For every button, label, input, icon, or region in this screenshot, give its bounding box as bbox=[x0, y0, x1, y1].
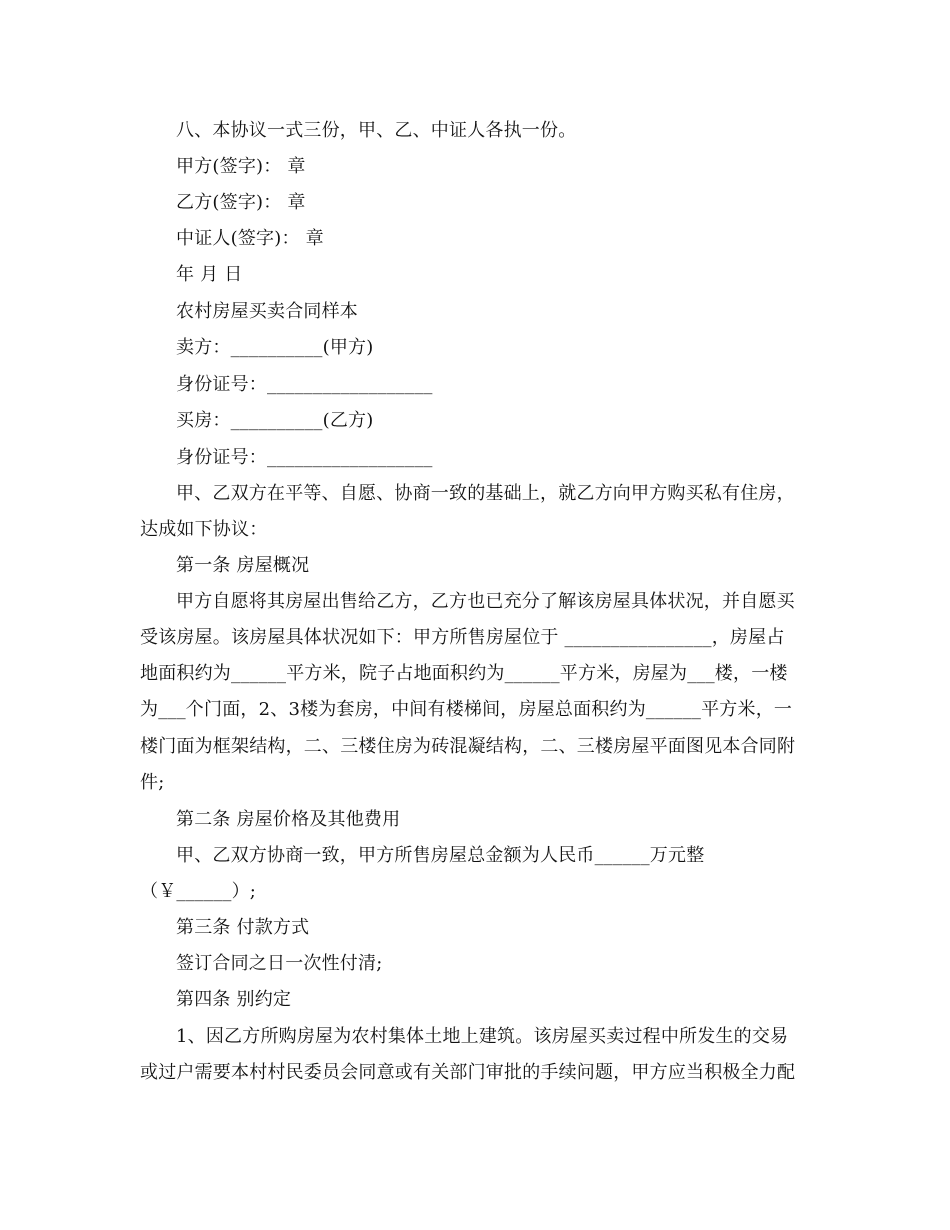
article-three-line-1: 签订合同之日一次性付清; bbox=[176, 953, 383, 974]
contract-title: 农村房屋买卖合同样本 bbox=[176, 301, 358, 322]
seller-line: 卖方：__________(甲方) bbox=[176, 337, 374, 358]
article-two-line-2: （￥______）; bbox=[140, 881, 257, 902]
article-one-line-3: 地面积约为______平方米，院子占地面积约为______平方米，房屋为___楼，一楼 bbox=[140, 663, 788, 684]
seller-id-line: 身份证号：__________________ bbox=[176, 374, 433, 395]
party-a-signature: 甲方(签字)： 章 bbox=[176, 156, 306, 177]
witness-signature: 中证人(签字)： 章 bbox=[176, 228, 324, 249]
article-one-line-5: 楼门面为框架结构，二、三楼住房为砖混凝结构，二、三楼房屋平面图见本合同附 bbox=[140, 736, 796, 757]
buyer-id-line: 身份证号：__________________ bbox=[176, 447, 433, 468]
preamble-line-2: 达成如下协议： bbox=[140, 519, 268, 540]
article-two-heading: 第二条 房屋价格及其他费用 bbox=[176, 809, 401, 830]
buyer-line: 买房：__________(乙方) bbox=[176, 410, 374, 431]
article-four-line-1: 1、因乙方所购房屋为农村集体土地上建筑。该房屋买卖过程中所发生的交易 bbox=[176, 1026, 789, 1047]
article-one-line-2: 受该房屋。该房屋具体状况如下：甲方所售房屋位于 ________________，房屋占 bbox=[140, 627, 785, 648]
article-one-line-6: 件; bbox=[140, 772, 165, 793]
article-four-line-2: 或过户需要本村村民委员会同意或有关部门审批的手续问题，甲方应当积极全力配 bbox=[140, 1062, 796, 1083]
party-b-signature: 乙方(签字)： 章 bbox=[176, 192, 306, 213]
article-two-line-1: 甲、乙双方协商一致，甲方所售房屋总金额为人民币______万元整 bbox=[176, 845, 705, 866]
clause-eight: 八、本协议一式三份，甲、乙、中证人各执一份。 bbox=[176, 120, 577, 141]
article-one-line-4: 为___个门面，2、3楼为套房，中间有楼梯间，房屋总面积约为______平方米，一 bbox=[140, 699, 793, 720]
article-three-heading: 第三条 付款方式 bbox=[176, 917, 310, 938]
article-one-line-1: 甲方自愿将其房屋出售给乙方，乙方也已充分了解该房屋具体状况，并自愿买 bbox=[176, 591, 795, 612]
date-line: 年 月 日 bbox=[176, 264, 243, 285]
article-four-heading: 第四条 别约定 bbox=[176, 989, 292, 1010]
preamble-line-1: 甲、乙双方在平等、自愿、协商一致的基础上，就乙方向甲方购买私有住房， bbox=[176, 483, 795, 504]
article-one-heading: 第一条 房屋概况 bbox=[176, 555, 310, 576]
